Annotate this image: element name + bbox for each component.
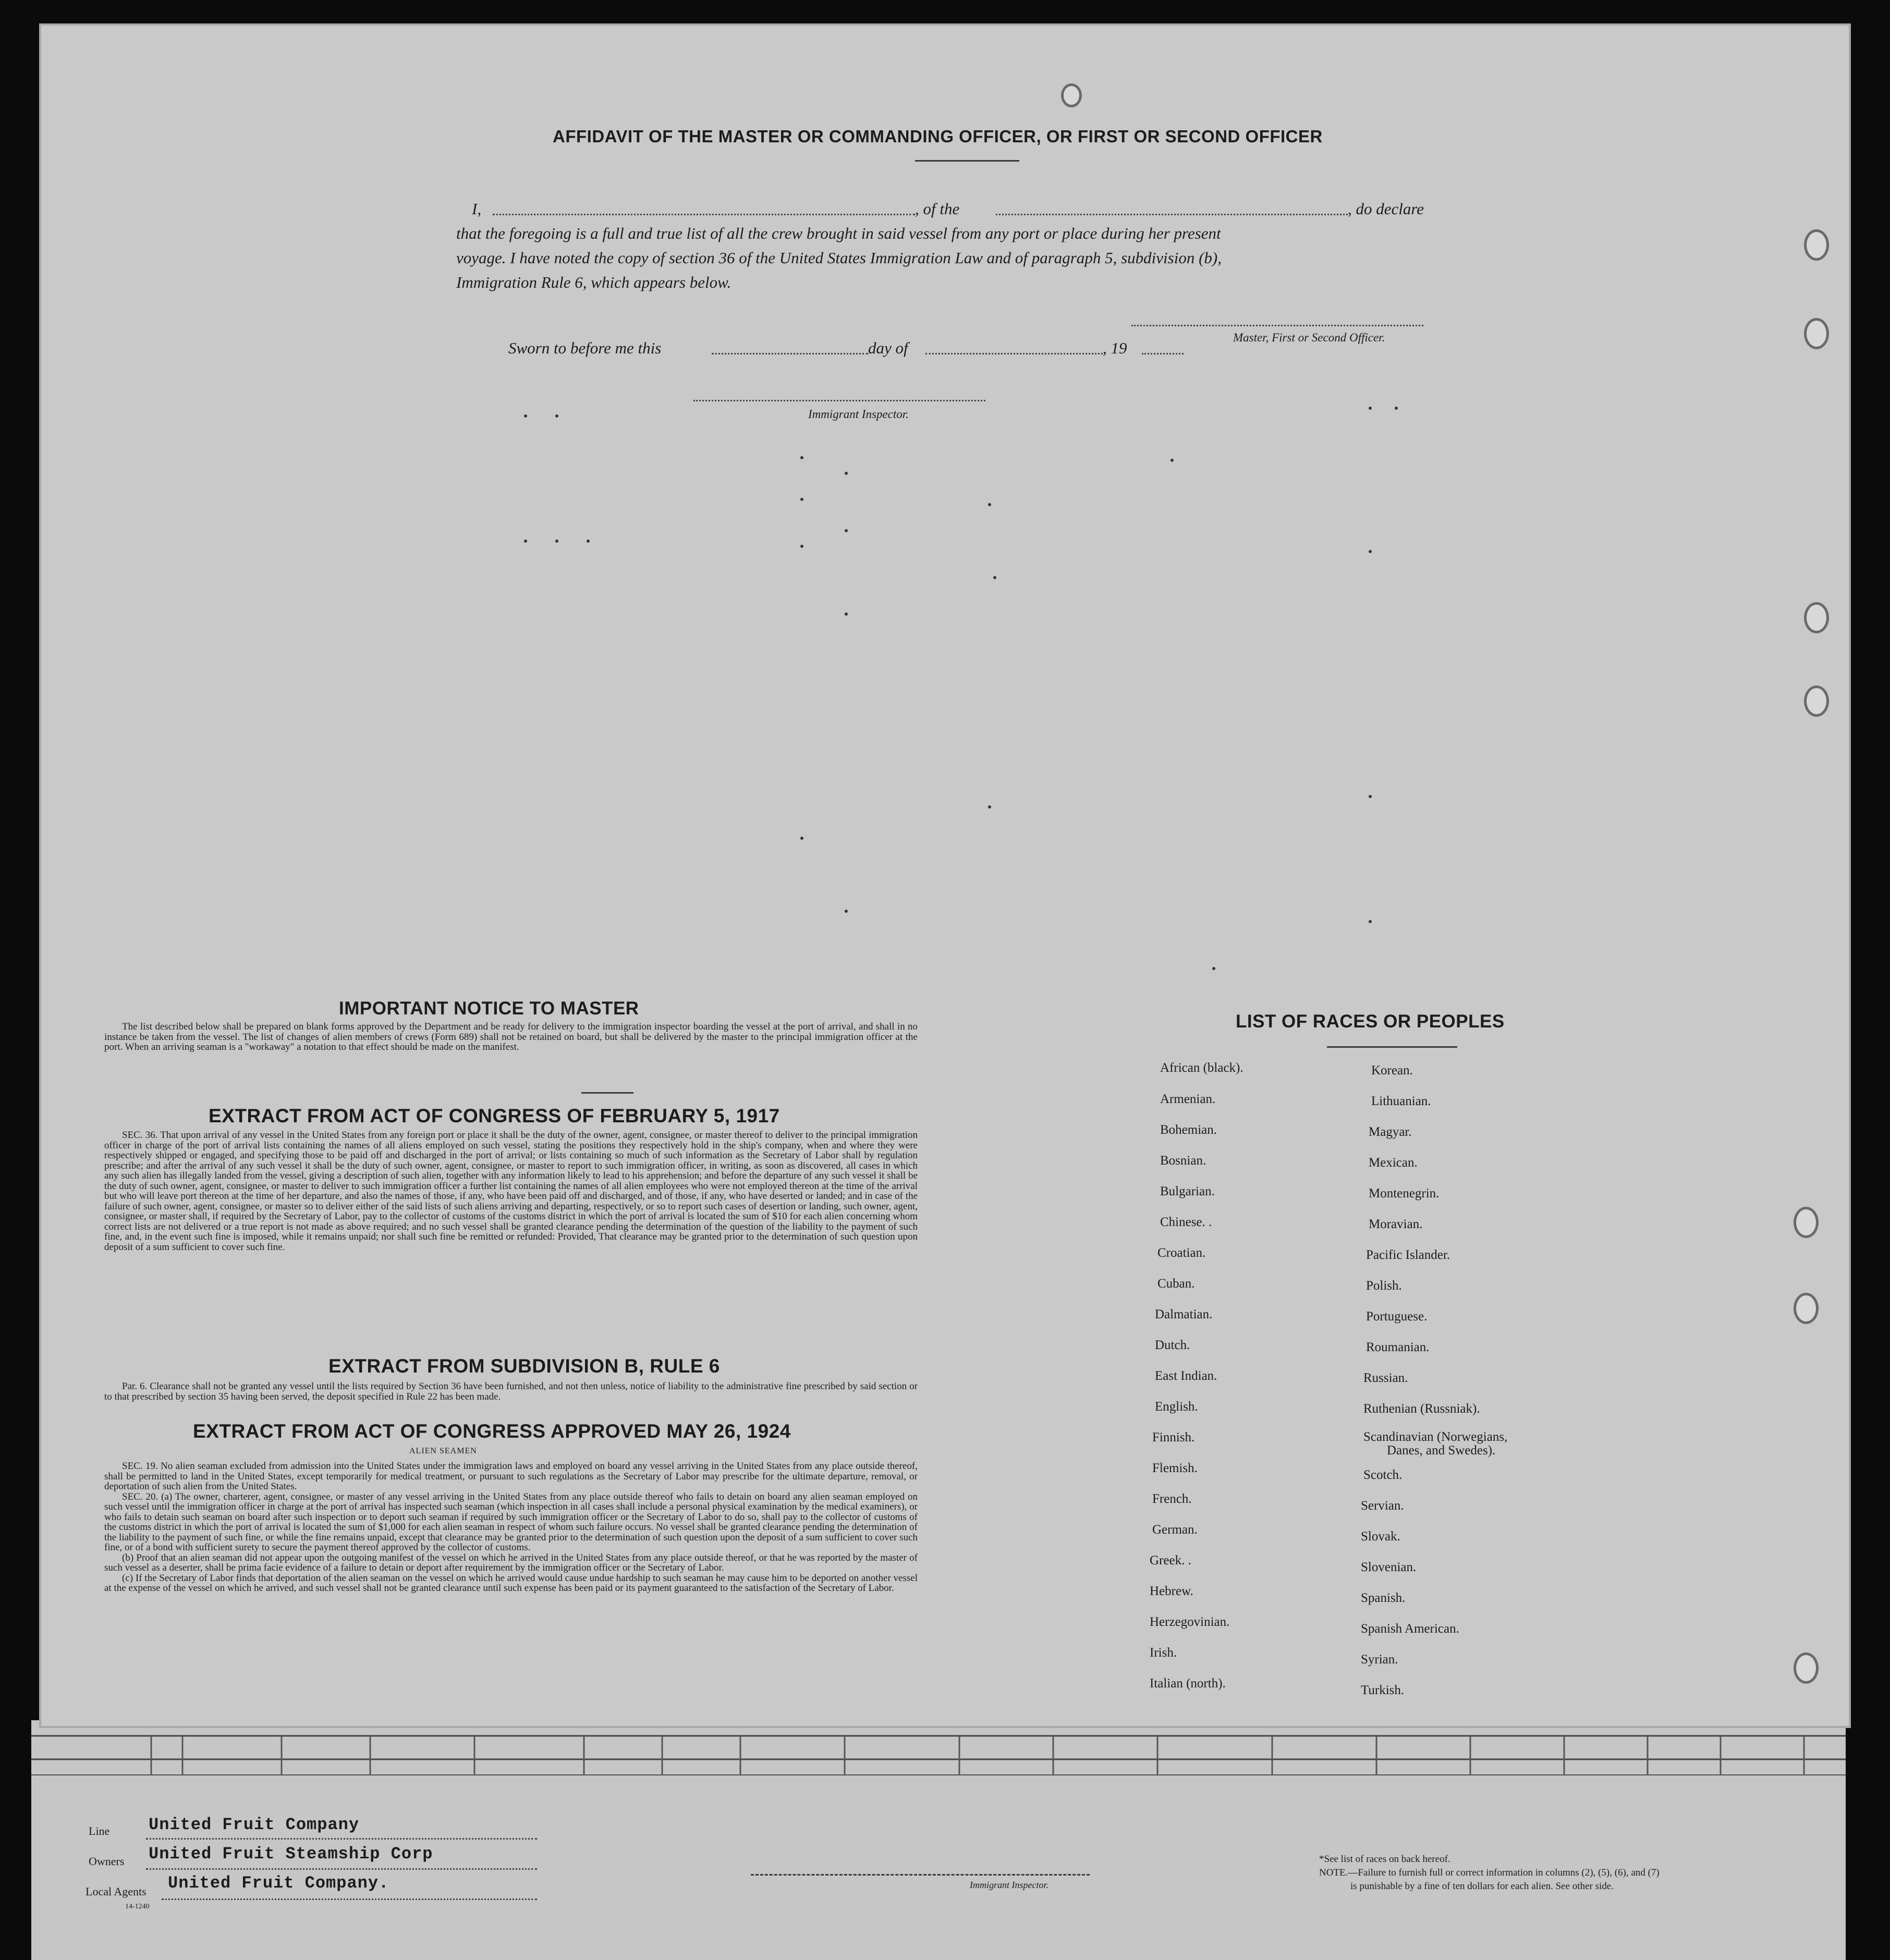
owners-value[interactable]: United Fruit Steamship Corp xyxy=(149,1844,433,1864)
race-item: Croatian. xyxy=(1157,1246,1206,1260)
race-item: Servian. xyxy=(1361,1499,1404,1513)
notice-title: IMPORTANT NOTICE TO MASTER xyxy=(339,998,639,1019)
sworn-day-field[interactable] xyxy=(712,353,868,354)
extract-1917-title: EXTRACT FROM ACT OF CONGRESS OF FEBRUARY 5, 1917 xyxy=(209,1105,780,1126)
race-item: Magyar. xyxy=(1369,1125,1412,1139)
race-item: Bohemian. xyxy=(1160,1123,1217,1137)
race-item: Mexican. xyxy=(1369,1156,1418,1170)
race-item: Danes, and Swedes). xyxy=(1387,1443,1496,1457)
extract-1924-text: SEC. 19. No alien seaman excluded from admission into the United States under the immigration laws and employed on board any vessel arriving in the United States from any place outside thereof, shall be permitted to land in the United States, except temporarily for medical treatment, or pursuant to such regulations as the Secretary of Labor may prescribe for the ultimate departure, removal, or deportation of such alien from the United States. SEC. 20. (a) The owner, charterer, agent, consignee, or master of any vessel arriving in the United States from any place outside thereof who fails to detain on board any alien seaman employed on such vessel until the immigration officer in charge at the port of arrival has inspected such seaman (which inspection in all cases shall include a personal physical examination by the medical examiners), or who fails to detain such seaman on board after such inspection or to deport such seaman if required by such immigration officer or the Secretary of Labor to do so, shall pay to the collector of customs of the customs district in which the port of arrival is located the sum of $1,000 for each alien seaman in respect of whom such failure occurs. No vessel shall be granted clearance pending the determination of the liability to the payment of such fine, or while the fine remains unpaid, except that clearance may be granted prior to the determination of such question upon the deposit of a sum sufficient to cover such fine, or of a bond with sufficient surety to secure the payment thereof approved by the collector of customs. (b) Proof that an alien seaman did not appear upon the outgoing manifest of the vessel on which he arrived in the United States from any place outside thereof, or that he was reported by the master of such vessel as a deserter, shall be prima facie evidence of a failure to detain or deport after requirement by the immigration officer or the Secretary of Labor. (c) If the Secretary of Labor finds that deportation of the alien seaman on the vessel on which he arrived would cause undue hardship to such seaman he may cause him to be deported on another vessel at the expense of the vessel on which he arrived, and such vessel shall not be granted clearance until such expense has been paid or its payment guaranteed to the satisfaction of the Secretary of Labor. xyxy=(104,1461,918,1594)
note-star: *See list of races on back hereof. xyxy=(1319,1854,1450,1865)
extract-1917-text: SEC. 36. That upon arrival of any vessel in the United States from any foreign port or place it shall be the duty of the owner, agent, consignee, or master thereof to deliver to the principal immigration officer in charge of the port of arrival lists containing the names of all aliens employed on such vessel, stating the positions they respectively hold in the ship's company, when and where they were respectively shipped or engaged, and specifying those to be paid off and discharged in the port of arrival; or lists containing so much of such information as the Secretary of Labor shall by regulation prescribe; and after the arrival of any such vessel it shall be the duty of such owner, agent, consignee, or master to report to such immigration officer, in writing, as soon as discovered, all cases in which any such alien has illegally landed from the vessel, giving a description of such alien, together with any information likely to lead to his apprehension; and before the departure of any such vessel it shall be the duty of such owner, agent, consignee, or master to deliver to such immigration officer a further list containing the names of all alien employees who were not employed thereon at the time of the arrival but who will leave port thereon at the time of her departure, and also the names of those, if any, who have been paid off and discharged, and of those, if any, who have deserted or landed; and in case of the failure of such owner, agent, consignee, or master so to deliver either of the said lists of such aliens arriving and departing, respectively, or so to report such cases of desertion or landing, such owner, agent, consignee, or master shall, if required by the Secretary of Labor, pay to the collector of customs of the customs district in which the port of arrival is located the sum of $10 for each alien concerning whom correct lists are not delivered or a true report is not made as above required; and no such vessel shall be granted clearance pending the determination of the question of the liability to the payment of such fine, and, in the event such fine is imposed, while it remains unpaid; nor shall such fine be remitted or refunded: Provided, That clearance may be granted prior to the determination of such question upon deposit of a sum sufficient to cover such fine. xyxy=(104,1130,918,1253)
sworn-text: Sworn to before me this xyxy=(508,339,662,357)
affidavit-do-declare: , do declare xyxy=(1348,200,1424,218)
race-item: Dutch. xyxy=(1155,1338,1190,1352)
form-number: 14-1240 xyxy=(125,1903,150,1910)
race-item: Syrian. xyxy=(1361,1652,1398,1667)
race-item: Pacific Islander. xyxy=(1366,1248,1450,1262)
race-item: Hebrew. xyxy=(1150,1584,1193,1598)
race-item: Slovenian. xyxy=(1361,1560,1417,1574)
race-item: German. xyxy=(1152,1523,1198,1537)
race-item: Slovak. xyxy=(1361,1529,1400,1544)
sworn-month-field[interactable] xyxy=(925,353,1103,354)
race-item: Scotch. xyxy=(1363,1468,1403,1482)
agents-value[interactable]: United Fruit Company. xyxy=(168,1873,389,1893)
race-item: Roumanian. xyxy=(1366,1340,1430,1354)
affidavit-title: AFFIDAVIT OF THE MASTER OR COMMANDING OFFICER, OR FIRST OR SECOND OFFICER xyxy=(553,127,1323,146)
race-item: Turkish. xyxy=(1361,1683,1405,1697)
line-value[interactable]: United Fruit Company xyxy=(149,1815,360,1834)
agents-label: Local Agents xyxy=(86,1885,147,1898)
races-title: LIST OF RACES OR PEOPLES xyxy=(1236,1011,1505,1032)
race-item: East Indian. xyxy=(1155,1369,1217,1383)
affidavit-body-line-3: Immigration Rule 6, which appears below. xyxy=(456,273,731,291)
race-item: Scandinavian (Norwegians, xyxy=(1363,1430,1508,1444)
race-item: Italian (north). xyxy=(1150,1676,1226,1690)
affidavit-inspector-label: Immigrant Inspector. xyxy=(808,408,909,421)
extract-1924-title: EXTRACT FROM ACT OF CONGRESS APPROVED MAY 26, 1924 xyxy=(193,1420,791,1442)
binder-hole xyxy=(1804,229,1829,261)
vessel-field[interactable] xyxy=(996,214,1348,215)
rule-6-title: EXTRACT FROM SUBDIVISION B, RULE 6 xyxy=(328,1355,720,1377)
race-item: Finnish. xyxy=(1152,1430,1195,1444)
master-label: Master, First or Second Officer. xyxy=(1233,331,1385,344)
year-text: , 19 xyxy=(1103,339,1127,357)
owners-label: Owners xyxy=(89,1855,125,1868)
race-item: African (black). xyxy=(1160,1061,1243,1075)
binder-hole xyxy=(1794,1293,1819,1324)
affidavit-sheet xyxy=(39,23,1851,1728)
race-item: Armenian. xyxy=(1160,1092,1216,1106)
agents-field-rule xyxy=(162,1898,537,1900)
race-item: Herzegovinian. xyxy=(1150,1615,1230,1629)
bottom-inspector-rule xyxy=(751,1874,1090,1876)
race-item: Russian. xyxy=(1363,1371,1408,1385)
alien-seamen-subtitle: ALIEN SEAMEN xyxy=(409,1447,477,1455)
line-field-rule xyxy=(146,1838,537,1840)
races-underline xyxy=(1327,1046,1457,1048)
race-item: Montenegrin. xyxy=(1369,1186,1440,1200)
race-item: Spanish American. xyxy=(1361,1622,1459,1636)
underlying-manifest-sheet xyxy=(31,1720,1846,1960)
binder-hole xyxy=(1804,318,1829,349)
note-line-1: NOTE.—Failure to furnish full or correct information in columns (2), (5), (6), and (7) xyxy=(1319,1867,1660,1878)
affidavit-i: I, xyxy=(472,200,482,218)
race-item: Portuguese. xyxy=(1366,1309,1428,1324)
race-item: Bulgarian. xyxy=(1160,1184,1215,1198)
race-item: Lithuanian. xyxy=(1371,1094,1431,1108)
race-item: Korean. xyxy=(1371,1063,1413,1077)
divider xyxy=(581,1092,633,1094)
race-item: English. xyxy=(1155,1400,1198,1414)
race-item: Moravian. xyxy=(1369,1217,1423,1231)
race-item: Greek. . xyxy=(1150,1553,1191,1567)
race-item: Flemish. xyxy=(1152,1461,1198,1475)
master-signature-field[interactable] xyxy=(1131,325,1423,326)
affidavit-body-line-1: that the foregoing is a full and true list of all the crew brought in said vessel from any port or place during her present xyxy=(456,224,1221,242)
race-item: Spanish. xyxy=(1361,1591,1406,1605)
rule-6-text: Par. 6. Clearance shall not be granted any vessel until the lists required by Section 36 have been furnished, and not then unless, notice of liability to the administrative fine prescribed by said section or to that prescribed by section 35 having been served, the deposit specified in Rule 22 has been made. xyxy=(104,1381,918,1402)
race-item: Polish. xyxy=(1366,1279,1402,1293)
binder-hole xyxy=(1804,685,1829,717)
owners-field-rule xyxy=(146,1868,537,1870)
stamp-circle xyxy=(1061,83,1082,107)
race-item: Chinese. . xyxy=(1160,1215,1212,1229)
race-item: French. xyxy=(1152,1492,1192,1506)
bottom-inspector-label: Immigrant Inspector. xyxy=(970,1880,1048,1890)
sworn-year-field[interactable] xyxy=(1142,353,1184,354)
notice-text: The list described below shall be prepared on blank forms approved by the Department and be ready for delivery to the immigration inspector boarding the vessel at the port of arrival, and shall in no instance be taken from the vessel. The list of changes of alien members of crews (Form 689) shall not be retained on board, but shall be delivered by the master to the principal immigration officer at the port. When an arriving seaman is a "workaway" a notation to that effect should be made on the manifest. xyxy=(104,1021,918,1052)
binder-hole xyxy=(1804,602,1829,633)
affidavit-body-line-2: voyage. I have noted the copy of section 36 of the United States Immigration Law and of paragraph 5, subdivision (b), xyxy=(456,249,1222,267)
binder-hole xyxy=(1794,1652,1819,1684)
race-item: Ruthenian (Russniak). xyxy=(1363,1402,1480,1416)
day-of-text: day of xyxy=(868,339,908,357)
note-line-2: is punishable by a fine of ten dollars for each alien. See other side. xyxy=(1350,1881,1614,1892)
name-field[interactable] xyxy=(493,214,915,215)
inspector-signature-field[interactable] xyxy=(693,400,985,401)
line-label: Line xyxy=(89,1824,110,1838)
binder-hole xyxy=(1794,1207,1819,1238)
race-item: Cuban. xyxy=(1157,1277,1195,1291)
race-item: Bosnian. xyxy=(1160,1154,1206,1168)
race-item: Irish. xyxy=(1150,1646,1177,1660)
affidavit-of-the: , of the xyxy=(915,200,960,218)
title-underline xyxy=(915,160,1019,162)
manifest-grid xyxy=(31,1720,1846,1778)
race-item: Dalmatian. xyxy=(1155,1307,1213,1321)
